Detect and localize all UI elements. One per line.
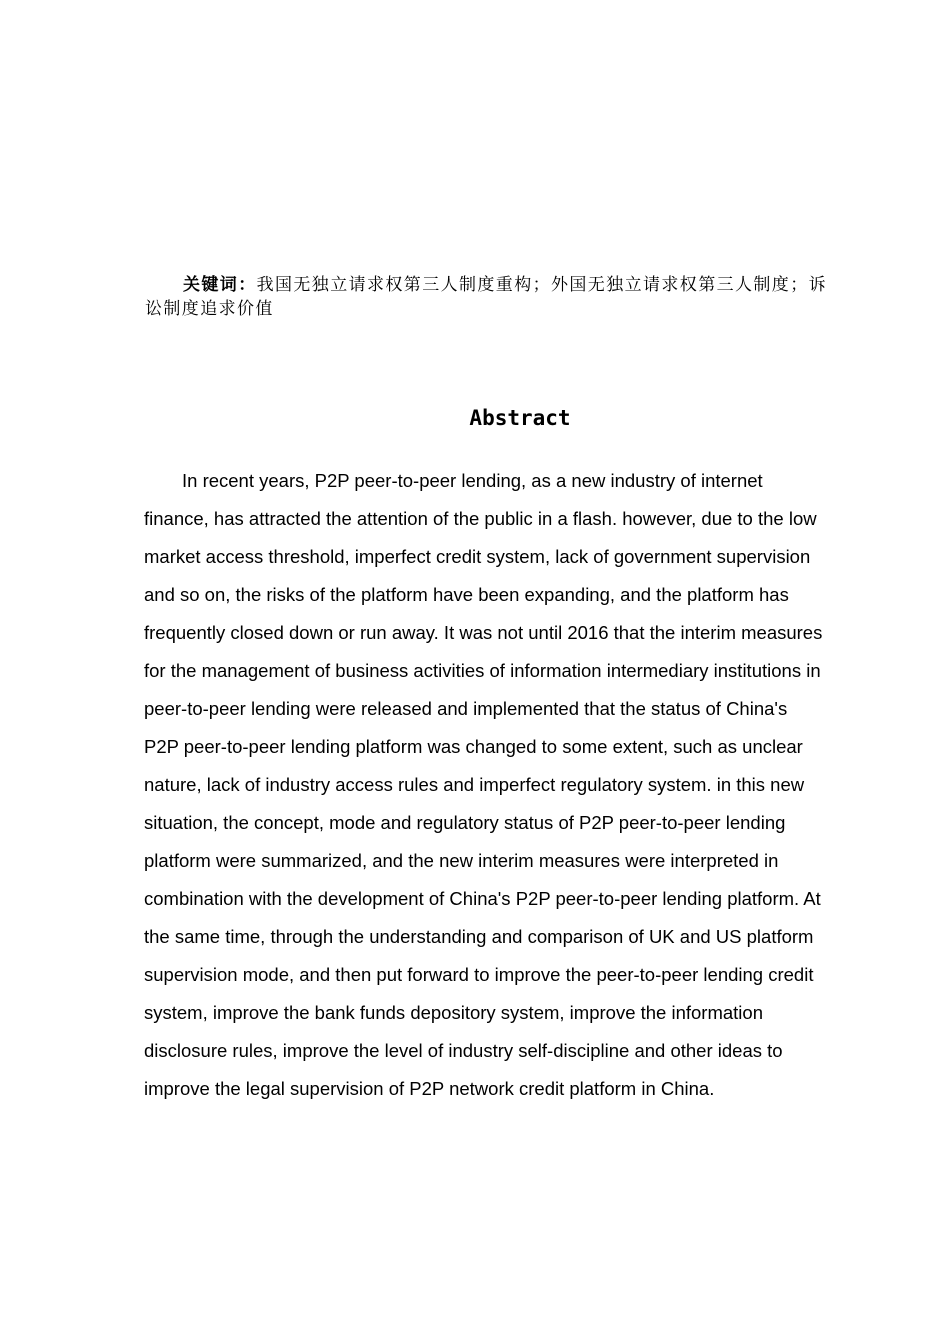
abstract-line: peer-to-peer lending were released and implemented that the status of China's [144, 698, 788, 719]
abstract-line: improve the legal supervision of P2P network credit platform in China. [144, 1078, 715, 1099]
abstract-line: situation, the concept, mode and regulatory status of P2P peer-to-peer lending [144, 812, 786, 833]
abstract-line: the same time, through the understanding and comparison of UK and US platform [144, 926, 814, 947]
abstract-line: platform were summarized, and the new interim measures were interpreted in [144, 850, 779, 871]
abstract-line: combination with the development of China's P2P peer-to-peer lending platform. At [144, 888, 821, 909]
abstract-heading: Abstract [469, 406, 571, 430]
abstract-line: frequently closed down or run away. It was not until 2016 that the interim measures [144, 622, 823, 643]
abstract-line: system, improve the bank funds depository system, improve the information [144, 1002, 763, 1023]
abstract-line: market access threshold, imperfect credit system, lack of government supervision [144, 546, 811, 567]
abstract-paragraph [144, 462, 854, 1108]
abstract-line: supervision mode, and then put forward to improve the peer-to-peer lending credit [144, 964, 814, 985]
keywords-paragraph [145, 273, 835, 321]
keywords-label: 关键词： [183, 275, 257, 295]
abstract-line: for the management of business activities of information intermediary institutions in [144, 660, 821, 681]
abstract-line: P2P peer-to-peer lending platform was changed to some extent, such as unclear [144, 736, 803, 757]
keywords-text: 我国无独立请求权第三人制度重构；外国无独立请求权第三人制度；诉讼制度追求价值 [145, 275, 828, 319]
abstract-line: disclosure rules, improve the level of industry self-discipline and other ideas to [144, 1040, 783, 1061]
abstract-line: and so on, the risks of the platform have been expanding, and the platform has [144, 584, 789, 605]
abstract-line: finance, has attracted the attention of the public in a flash. however, due to the low [144, 508, 817, 529]
abstract-line: nature, lack of industry access rules and imperfect regulatory system. in this new [144, 774, 805, 795]
abstract-line: In recent years, P2P peer-to-peer lending, as a new industry of internet [182, 470, 763, 491]
